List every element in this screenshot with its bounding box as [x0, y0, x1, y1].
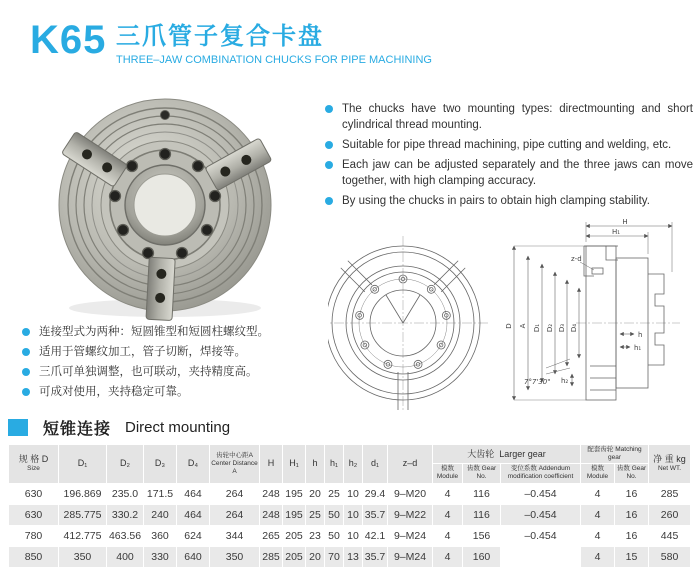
spec-table-body	[9, 483, 691, 567]
feature-list-zh	[22, 324, 330, 404]
spec-cell: 248	[260, 504, 283, 525]
page-title-model: K65	[30, 18, 107, 62]
spec-cell: 264	[210, 483, 260, 504]
spec-cell: 400	[107, 546, 144, 567]
dim-label-h: h	[638, 331, 643, 339]
spec-cell: 4	[581, 546, 615, 567]
col-header-matching-gear-no: 齿数 Gear No.	[615, 464, 649, 483]
col-header-d3: D₃	[144, 445, 177, 484]
spec-cell: 25	[306, 504, 325, 525]
spec-cell: 630	[9, 483, 59, 504]
spec-cell: 235.0	[107, 483, 144, 504]
col-header-h: h	[306, 445, 325, 484]
spec-cell: 35.7	[363, 504, 388, 525]
col-header-d4: D₄	[177, 445, 210, 484]
spec-cell: 196.869	[59, 483, 107, 504]
col-header-d2: D₂	[107, 445, 144, 484]
dim-label-A: A	[519, 323, 527, 329]
spec-cell: 195	[283, 504, 306, 525]
feature-item: Each jaw can be adjusted separately and the three jaws can move together, with high clamping accuracy.	[325, 157, 693, 189]
spec-cell: 50	[325, 504, 344, 525]
chuck-image	[59, 99, 272, 321]
spec-table-head	[9, 445, 691, 484]
spec-cell: 70	[325, 546, 344, 567]
spec-cell: 240	[144, 504, 177, 525]
spec-cell: 464	[177, 504, 210, 525]
section-marker-square	[8, 419, 28, 436]
dim-label-H1: H₁	[611, 228, 621, 236]
spec-cell: 160	[463, 546, 501, 567]
spec-cell: 330.2	[107, 504, 144, 525]
spec-cell: 285.775	[59, 504, 107, 525]
spec-cell: 116	[463, 483, 501, 504]
dim-label-h1: h₁	[634, 344, 642, 352]
group-header-larger-gear: 大齿轮 Larger gear	[433, 445, 581, 464]
spec-cell: 350	[210, 546, 260, 567]
feature-item: 可成对使用，夹持稳定可靠。	[22, 384, 330, 400]
spec-cell: 205	[283, 546, 306, 567]
spec-cell: 156	[463, 525, 501, 546]
spec-cell: 624	[177, 525, 210, 546]
spec-cell: 9–M22	[388, 504, 433, 525]
spec-cell: 10	[344, 525, 363, 546]
col-header-d1-small: d₁	[363, 445, 388, 484]
group-header-matching-gear: 配套齿轮 Matching gear	[581, 445, 649, 464]
drawing-side-view	[514, 222, 680, 400]
spec-cell: –0.454	[501, 504, 581, 525]
spec-cell: 16	[615, 483, 649, 504]
col-header-zd: z–d	[388, 445, 433, 484]
spec-cell: 20	[306, 546, 325, 567]
spec-cell: 464	[177, 483, 210, 504]
spec-cell: 265	[260, 525, 283, 546]
spec-cell: 13	[344, 546, 363, 567]
dim-label-D2: D₂	[546, 323, 554, 333]
spec-cell: –0.454	[501, 483, 581, 504]
spec-cell: 195	[283, 483, 306, 504]
spec-cell: 264	[210, 504, 260, 525]
spec-cell: 780	[9, 525, 59, 546]
spec-cell: 15	[615, 546, 649, 567]
spec-cell: 4	[433, 546, 463, 567]
table-row	[9, 483, 691, 504]
spec-cell: 25	[325, 483, 344, 504]
spec-cell: 16	[615, 525, 649, 546]
spec-cell: 205	[283, 525, 306, 546]
dim-label-H: H	[622, 218, 628, 226]
spec-cell: 10	[344, 483, 363, 504]
col-header-matching-module: 模数 Module	[581, 464, 615, 483]
col-header-center-distance: 齿轮中心距A Center Distance A	[210, 445, 260, 484]
table-row	[9, 525, 691, 546]
feature-item: 适用于管螺纹加工，管子切断，焊接等。	[22, 344, 330, 360]
dim-label-D: D	[505, 323, 513, 329]
spec-cell: 16	[615, 504, 649, 525]
product-photo-chuck	[26, 93, 304, 327]
section-header	[8, 416, 230, 439]
spec-cell: 10	[344, 504, 363, 525]
spec-cell: 445	[649, 525, 691, 546]
spec-cell: 4	[581, 483, 615, 504]
spec-cell: 260	[649, 504, 691, 525]
feature-item: Suitable for pipe thread machining, pipe cutting and welding, etc.	[325, 137, 693, 153]
dim-label-D1: D₁	[533, 323, 541, 333]
spec-cell: 412.775	[59, 525, 107, 546]
spec-cell: 463.56	[107, 525, 144, 546]
spec-cell: –0.454	[501, 525, 581, 546]
spec-cell	[501, 546, 581, 567]
col-header-h2: h₂	[344, 445, 363, 484]
spec-cell: 580	[649, 546, 691, 567]
col-header-H1: H₁	[283, 445, 306, 484]
spec-cell: 50	[325, 525, 344, 546]
drawing-labels	[505, 218, 642, 386]
col-header-h1: h₁	[325, 445, 344, 484]
spec-cell: 248	[260, 483, 283, 504]
spec-cell: 4	[581, 504, 615, 525]
spec-cell: 9–M20	[388, 483, 433, 504]
feature-list-en	[325, 101, 693, 214]
spec-cell: 29.4	[363, 483, 388, 504]
spec-cell: 42.1	[363, 525, 388, 546]
section-title-en: Direct mounting	[125, 419, 231, 436]
col-header-size: 规 格 D Size	[9, 445, 59, 484]
col-header-net-weight: 净 重 kg Net WT.	[649, 445, 691, 484]
spec-cell: 285	[649, 483, 691, 504]
col-header-d1: D₁	[59, 445, 107, 484]
spec-cell: 4	[581, 525, 615, 546]
page-title-en: THREE–JAW COMBINATION CHUCKS FOR PIPE MACHINING	[116, 54, 432, 66]
dim-label-h2: h₂	[561, 377, 569, 385]
spec-cell: 344	[210, 525, 260, 546]
spec-cell: 116	[463, 504, 501, 525]
spec-cell: 360	[144, 525, 177, 546]
col-header-H: H	[260, 445, 283, 484]
dim-label-D3: D₃	[558, 323, 566, 333]
feature-item: By using the chucks in pairs to obtain high clamping stability.	[325, 193, 693, 209]
technical-drawing	[328, 216, 694, 434]
chuck-jaw-bottom	[146, 257, 175, 320]
spec-cell: 9–M24	[388, 546, 433, 567]
feature-item: 连接型式为两种：短圆锥型和短圆柱螺纹型。	[22, 324, 330, 340]
spec-cell: 171.5	[144, 483, 177, 504]
spec-cell: 4	[433, 483, 463, 504]
dim-label-angle: 7°7'30"	[524, 378, 551, 386]
col-header-gear-no: 齿数 Gear No.	[463, 464, 501, 483]
table-row	[9, 504, 691, 525]
section-title-zh: 短锥连接	[43, 421, 112, 438]
spec-cell: 4	[433, 525, 463, 546]
page-title-block	[116, 16, 432, 66]
spec-cell: 850	[9, 546, 59, 567]
table-row	[9, 546, 691, 567]
spec-cell: 285	[260, 546, 283, 567]
spec-cell: 350	[59, 546, 107, 567]
spec-cell: 35.7	[363, 546, 388, 567]
dim-label-zd: z-d	[571, 255, 582, 263]
col-header-module: 模数 Module	[433, 464, 463, 483]
spec-cell: 4	[433, 504, 463, 525]
page-title-zh: 三爪管子复合卡盘	[116, 23, 324, 50]
feature-item: The chucks have two mounting types: directmounting and short cylindrical thread mounting.	[325, 101, 693, 133]
dim-label-D4: D₄	[570, 323, 578, 333]
spec-cell: 20	[306, 483, 325, 504]
spec-cell: 640	[177, 546, 210, 567]
spec-cell: 330	[144, 546, 177, 567]
col-header-coefficient: 变位系数 Addendum modification coefficient	[501, 464, 581, 483]
spec-cell: 9–M24	[388, 525, 433, 546]
spec-table-container	[8, 444, 690, 568]
spec-cell: 630	[9, 504, 59, 525]
spec-table	[8, 444, 691, 568]
spec-cell: 23	[306, 525, 325, 546]
feature-item: 三爪可单独调整，也可联动，夹持精度高。	[22, 364, 330, 380]
drawing-front-view	[328, 236, 490, 412]
